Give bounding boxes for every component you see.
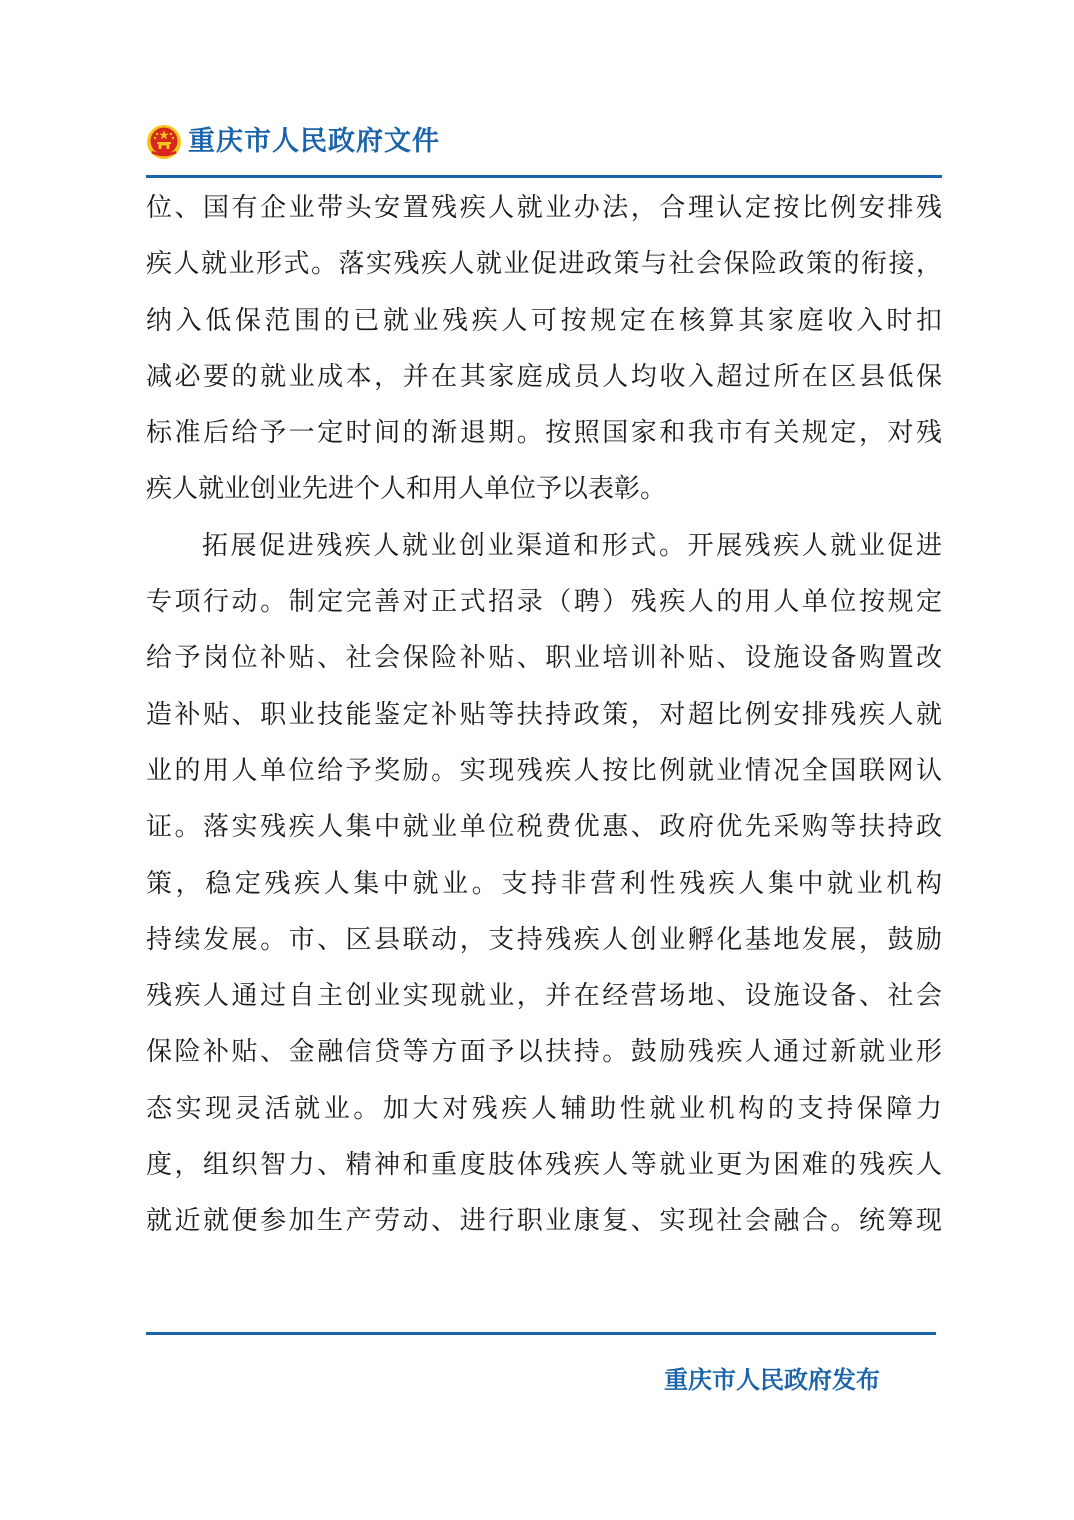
document-header bbox=[146, 122, 440, 162]
text-line: 造补贴、职业技能鉴定补贴等扶持政策，对超比例安排残疾人就 bbox=[146, 699, 942, 730]
text-line: 标准后给予一定时间的渐退期。按照国家和我市有关规定，对残 bbox=[146, 418, 942, 449]
text-line: 态实现灵活就业。加大对残疾人辅助性就业机构的支持保障力 bbox=[146, 1093, 942, 1124]
text-line: 拓展促进残疾人就业创业渠道和形式。开展残疾人就业促进 bbox=[202, 530, 942, 561]
text-line: 给予岗位补贴、社会保险补贴、职业培训补贴、设施设备购置改 bbox=[146, 643, 942, 674]
document-body bbox=[146, 180, 942, 1250]
header-divider bbox=[146, 175, 942, 178]
text-line: 证。落实残疾人集中就业单位税费优惠、政府优先采购等扶持政 bbox=[146, 812, 942, 843]
text-line: 度，组织智力、精神和重度肢体残疾人等就业更为困难的残疾人 bbox=[146, 1150, 942, 1181]
text-line: 疾人就业形式。落实残疾人就业促进政策与社会保险政策的衔接， bbox=[146, 249, 942, 280]
text-line: 就近就便参加生产劳动、进行职业康复、实现社会融合。统筹现 bbox=[146, 1206, 942, 1237]
text-line: 持续发展。市、区县联动，支持残疾人创业孵化基地发展，鼓励 bbox=[146, 924, 942, 955]
text-line: 保险补贴、金融信贷等方面予以扶持。鼓励残疾人通过新就业形 bbox=[146, 1037, 942, 1068]
text-line: 残疾人通过自主创业实现就业，并在经营场地、设施设备、社会 bbox=[146, 981, 942, 1012]
text-line: 专项行动。制定完善对正式招录（聘）残疾人的用人单位按规定 bbox=[146, 587, 942, 618]
paragraph-1 bbox=[146, 180, 942, 518]
paragraph-2 bbox=[146, 518, 942, 1250]
text-line: 策，稳定残疾人集中就业。支持非营利性残疾人集中就业机构 bbox=[146, 868, 942, 899]
national-emblem-icon bbox=[146, 124, 182, 160]
text-line: 减必要的就业成本，并在其家庭成员人均收入超过所在区县低保 bbox=[146, 361, 942, 392]
text-line: 纳入低保范围的已就业残疾人可按规定在核算其家庭收入时扣 bbox=[146, 305, 942, 336]
text-line: 疾人就业创业先进个人和用人单位予以表彰。 bbox=[146, 474, 667, 505]
text-line: 业的用人单位给予奖励。实现残疾人按比例就业情况全国联网认 bbox=[146, 755, 942, 786]
text-line: 位、国有企业带头安置残疾人就业办法，合理认定按比例安排残 bbox=[146, 193, 942, 223]
header-title: 重庆市人民政府文件 bbox=[188, 126, 440, 157]
footer-publisher: 重庆市人民政府发布 bbox=[664, 1366, 880, 1394]
footer-divider bbox=[146, 1332, 936, 1335]
